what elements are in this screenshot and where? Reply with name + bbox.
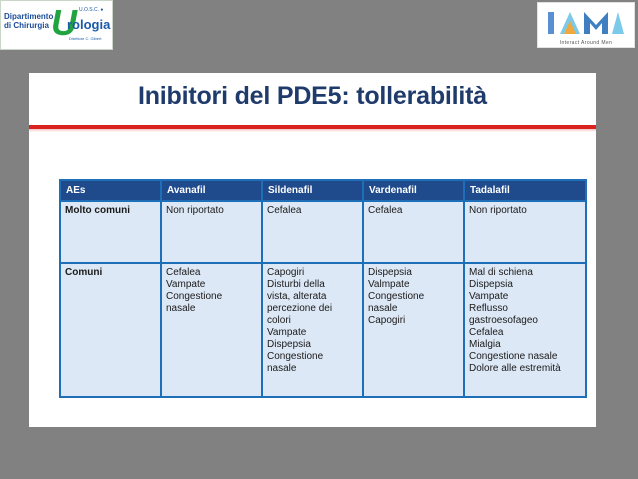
table-cell: Dispepsia Valmpate Congestione nasale Capogiri (363, 263, 464, 397)
brand-word: rologia (67, 17, 111, 32)
iam-logo-mark-icon (538, 3, 636, 39)
column-header: AEs (60, 180, 161, 201)
brand-u-letter: U (51, 2, 77, 43)
department-label: Dipartimento di Chirurgia (4, 12, 54, 30)
table-cell: Cefalea Vampate Congestione nasale (161, 263, 262, 397)
column-header: Avanafil (161, 180, 262, 201)
slide (29, 73, 596, 427)
title-divider-shadow (29, 129, 596, 132)
row-label: Molto comuni (60, 201, 161, 263)
iam-logo (537, 2, 635, 48)
iam-tagline: Interact Around Men (559, 40, 613, 46)
table-cell: Cefalea (262, 201, 363, 263)
row-label: Comuni (60, 263, 161, 397)
column-header: Sildenafil (262, 180, 363, 201)
adverse-events-table (59, 179, 587, 398)
table-cell: Capogiri Disturbi della vista, alterata percezione dei colori Vampate Dispepsia Congestione nasale (262, 263, 363, 397)
director-label: Direttore C. Gibert (69, 36, 102, 41)
table-cell: Non riportato (161, 201, 262, 263)
column-header: Vardenafil (363, 180, 464, 201)
urologia-logo (0, 0, 113, 50)
table-header-row (60, 180, 586, 201)
table-cell: Non riportato (464, 201, 586, 263)
table-row (60, 263, 586, 397)
table-cell: Cefalea (363, 201, 464, 263)
table-row (60, 201, 586, 263)
column-header: Tadalafil (464, 180, 586, 201)
slide-title: Inibitori del PDE5: tollerabilità (137, 82, 487, 110)
table-cell: Mal di schiena Dispepsia Vampate Reflusso gastroesofageo Cefalea Mialgia Congestione nasale Dolore alle estremità (464, 263, 586, 397)
uosc-label: U.O.S.C. ● (79, 7, 104, 13)
